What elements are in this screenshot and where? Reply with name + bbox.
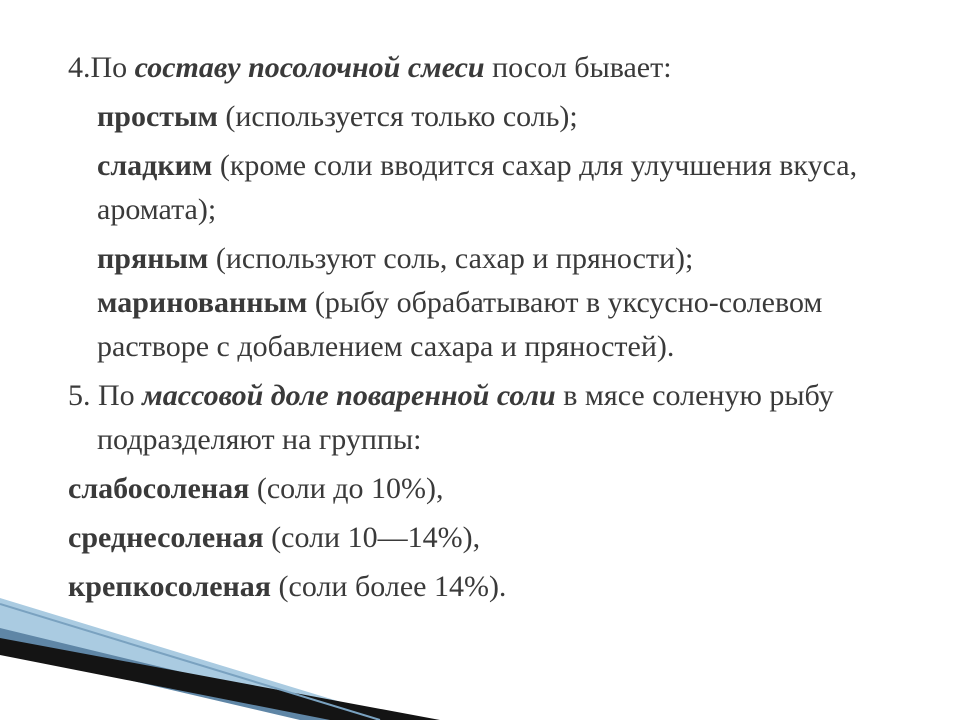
kind-term: простым <box>97 100 218 133</box>
item-4-heading <box>68 46 888 90</box>
slide-body <box>68 46 888 614</box>
group-medium-salted <box>68 516 888 560</box>
group-term: среднесоленая <box>68 521 264 554</box>
item-5-heading <box>68 374 888 462</box>
kind-term: пряным <box>97 242 209 275</box>
group-light-salted <box>68 467 888 511</box>
kind-term: маринованным <box>97 286 308 319</box>
group-term: крепкосоленая <box>68 570 272 603</box>
item-4-emphasis: составу посолочной смеси <box>134 51 485 84</box>
item-5-suffix: в мясе соленую рыбу подразделяют на группы: <box>97 379 834 456</box>
item-5-prefix: 5. По <box>68 379 143 412</box>
group-desc: (соли до 10%), <box>249 472 444 505</box>
kind-desc: (используют соль, сахар и пряности); <box>208 242 694 275</box>
kind-term: сладким <box>97 149 213 182</box>
kind-spicy <box>68 237 888 281</box>
kind-simple <box>68 95 888 139</box>
item-4-suffix: посол бывает: <box>484 51 672 84</box>
group-strong-salted <box>68 565 888 609</box>
item-5-emphasis: массовой доле поваренной соли <box>142 379 556 412</box>
kind-desc: (используется только соль); <box>217 100 578 133</box>
kind-desc: (кроме соли вводится сахар для улучшения вкуса, аромата); <box>97 149 858 226</box>
kind-desc: (рыбу обрабатывают в уксусно-солевом растворе с добавлением сахара и пряностей). <box>97 286 823 363</box>
group-desc: (соли более 14%). <box>271 570 507 603</box>
group-term: слабосоленая <box>68 472 250 505</box>
kind-sweet <box>68 144 888 232</box>
item-4-prefix: 4.По <box>68 51 135 84</box>
kind-marinated <box>68 281 888 369</box>
group-desc: (соли 10—14%), <box>263 521 481 554</box>
